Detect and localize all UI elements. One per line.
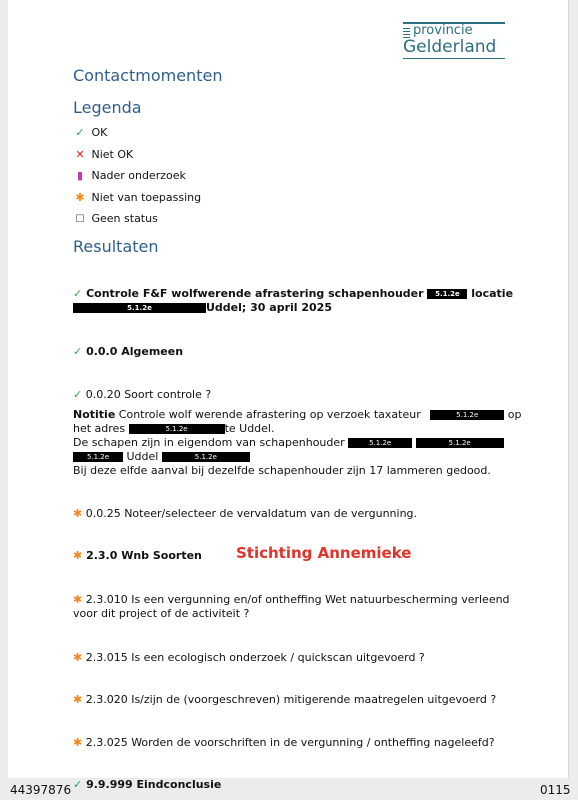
section-label: 0.0.25 Noteer/selecteer de vervaldatum van de vergunning. xyxy=(85,507,418,520)
note-label: Notitie xyxy=(73,408,116,421)
section-label: 0.0.20 Soort controle ? xyxy=(85,388,212,401)
title-text: locatie xyxy=(471,287,514,300)
asterisk-icon: ✱ xyxy=(73,549,83,562)
asterisk-icon: ✱ xyxy=(73,736,83,749)
note-line5: Bij deze elfde aanval bij dezelfde schapenhouder zijn 17 lammeren gedood. xyxy=(73,464,491,477)
note-line2 xyxy=(73,422,274,435)
section-algemeen xyxy=(73,345,183,358)
question-2-3-010-line1 xyxy=(73,593,510,606)
legend-label: Geen status xyxy=(91,212,158,225)
result-title-line2 xyxy=(73,301,332,314)
section-wnb-soorten xyxy=(73,549,202,562)
section-label: 2.3.0 Wnb Soorten xyxy=(86,549,202,562)
redaction-box: 5.1.2e xyxy=(430,410,504,420)
redaction-box: 5.1.2e xyxy=(129,424,225,434)
check-icon: ✓ xyxy=(73,388,83,401)
note-text: De schapen zijn in eigendom van schapenhouder xyxy=(73,436,345,449)
question-2-3-020 xyxy=(73,693,496,706)
question-2-3-025 xyxy=(73,736,495,749)
empty-box-icon: ☐ xyxy=(75,214,85,225)
heading-contactmomenten: Contactmomenten xyxy=(73,66,223,85)
note-text: Uddel xyxy=(126,450,159,463)
redaction-box: 5.1.2e xyxy=(416,438,504,448)
asterisk-icon: ✱ xyxy=(73,651,83,664)
asterisk-icon: ✱ xyxy=(75,191,85,204)
title-text: Controle F&F wolfwerende afrastering schapenhouder xyxy=(86,287,424,300)
note-text: op xyxy=(507,408,522,421)
redaction-box: 5.1.2e xyxy=(73,303,206,313)
section-eindconclusie xyxy=(73,778,221,791)
redaction-box: 5.1.2e xyxy=(162,452,250,462)
legend-ok xyxy=(73,126,107,139)
legend-label: Niet van toepassing xyxy=(91,191,202,204)
legend-label: Niet OK xyxy=(91,148,134,161)
question-2-3-010-line2: voor dit project of de activiteit ? xyxy=(73,607,250,620)
footer-page-number: 0115 xyxy=(540,783,571,797)
redaction-box: 5.1.2e xyxy=(427,289,467,299)
section-label: 9.9.999 Eindconclusie xyxy=(86,778,222,791)
note-line4 xyxy=(73,450,250,463)
note-line1 xyxy=(73,408,521,421)
section-label: 0.0.0 Algemeen xyxy=(86,345,184,358)
question-text: 2.3.020 Is/zijn de (voorgeschreven) mitigerende maatregelen uitgevoerd ? xyxy=(85,693,497,706)
redaction-box: 5.1.2e xyxy=(348,438,412,448)
asterisk-icon: ✱ xyxy=(73,593,83,606)
question-text: 2.3.025 Worden de voorschriften in de vergunning / ontheffing nageleefd? xyxy=(85,736,495,749)
stamp-stichting-annemieke: Stichting Annemieke xyxy=(236,544,412,562)
footer-document-number: 44397876 xyxy=(10,783,72,797)
check-icon: ✓ xyxy=(73,287,83,300)
legend-label: OK xyxy=(91,126,108,139)
section-soort-controle xyxy=(73,388,211,401)
result-title-line1 xyxy=(73,287,513,300)
note-text: het adres xyxy=(73,422,126,435)
question-text: 2.3.010 Is een vergunning en/of ontheffing Wet natuurbescherming verleend xyxy=(85,593,510,606)
logo-line1: provincie xyxy=(413,23,473,38)
legend-nader-onderzoek xyxy=(73,169,186,182)
check-icon: ✓ xyxy=(73,345,83,358)
legend-geen-status xyxy=(73,212,158,225)
check-icon: ✓ xyxy=(75,126,85,139)
heading-resultaten: Resultaten xyxy=(73,237,159,256)
note-text: Controle wolf werende afrastering op verzoek taxateur xyxy=(118,408,421,421)
legend-label: Nader onderzoek xyxy=(91,169,186,182)
note-line3 xyxy=(73,436,504,449)
asterisk-icon: ✱ xyxy=(73,693,83,706)
legend-niet-van-toepassing xyxy=(73,191,201,204)
logo-bottom-rule xyxy=(403,58,505,59)
section-vervaldatum xyxy=(73,507,417,520)
check-icon: ✓ xyxy=(73,778,83,791)
marker-icon: ▮ xyxy=(76,169,84,182)
legend-not-ok xyxy=(73,148,133,161)
redaction-box: 5.1.2e xyxy=(73,452,123,462)
note-text: te Uddel. xyxy=(224,422,275,435)
question-text: 2.3.015 Is een ecologisch onderzoek / quickscan uitgevoerd ? xyxy=(85,651,425,664)
question-2-3-015 xyxy=(73,651,425,664)
asterisk-icon: ✱ xyxy=(73,507,83,520)
logo-line2: Gelderland xyxy=(403,37,497,57)
heading-legenda: Legenda xyxy=(73,98,142,117)
title-text: Uddel; 30 april 2025 xyxy=(206,301,332,314)
cross-icon: ✕ xyxy=(75,148,85,161)
